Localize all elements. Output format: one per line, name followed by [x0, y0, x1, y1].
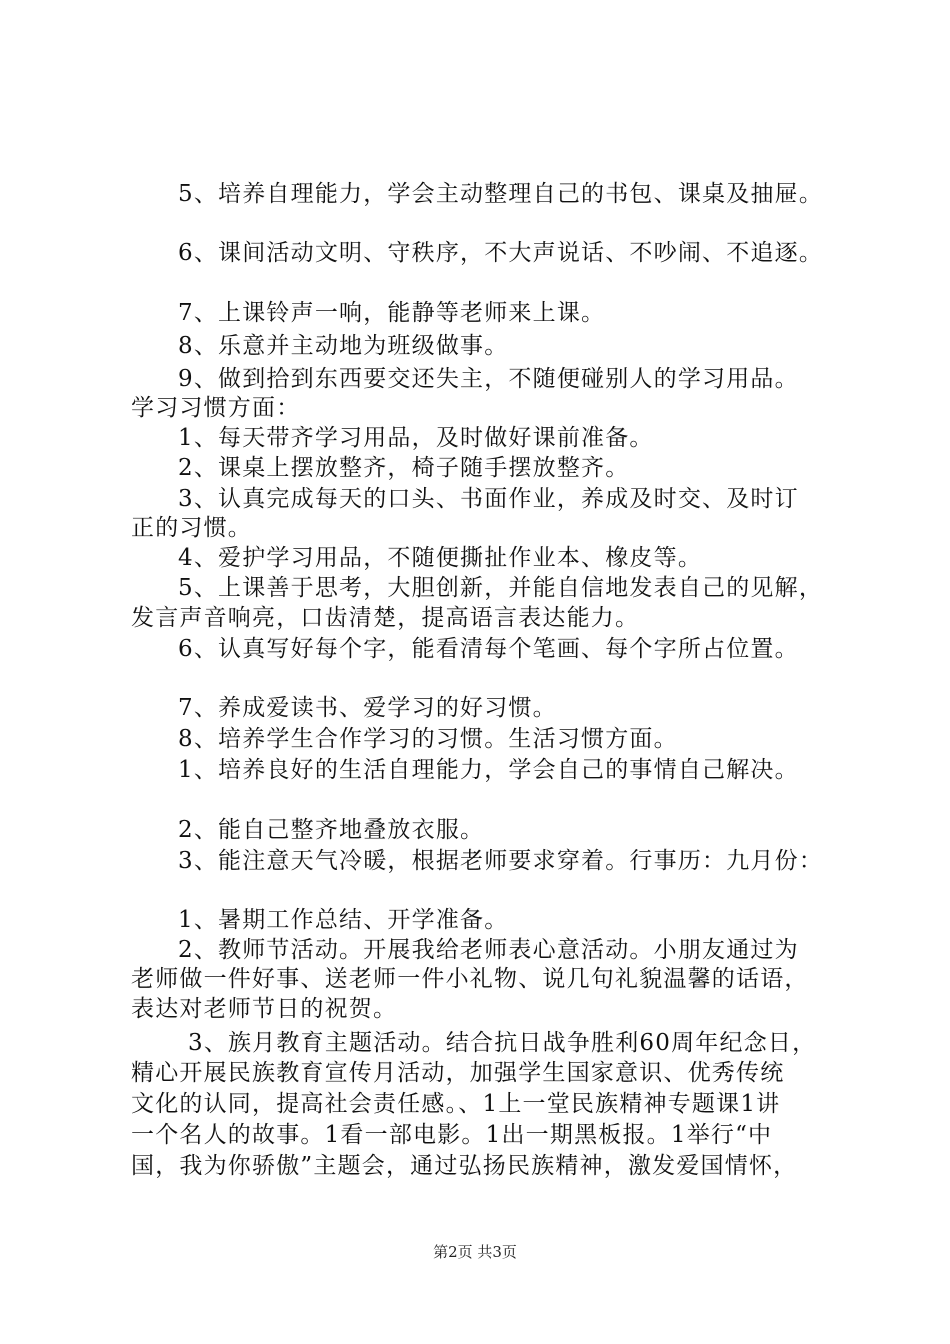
text-line: 6、认真写好每个字，能看清每个笔画、每个字所占位置。 — [178, 636, 799, 662]
text-line: 1、培养良好的生活自理能力，学会自己的事情自己解决。 — [178, 757, 799, 783]
text-line: 7、上课铃声一响，能静等老师来上课。 — [178, 300, 606, 326]
text-line: 2、教师节活动。开展我给老师表心意活动。小朋友通过为 — [178, 937, 799, 963]
text-line: 3、能注意天气冷暖，根据老师要求穿着。行事历：九月份： — [178, 848, 824, 874]
text-line: 国，我为你骄傲”主题会，通过弘扬民族精神，激发爱国情怀， — [131, 1153, 798, 1179]
text-line: 5、上课善于思考，大胆创新，并能自信地发表自己的见解， — [178, 575, 824, 601]
text-line: 3、族月教育主题活动。结合抗日战争胜利60周年纪念日， — [188, 1030, 817, 1056]
text-line: 3、认真完成每天的口头、书面作业，养成及时交、及时订 — [178, 486, 799, 512]
text-line: 文化的认同，提高社会责任感。、1上一堂民族精神专题课1讲 — [131, 1091, 781, 1117]
text-line: 2、课桌上摆放整齐，椅子随手摆放整齐。 — [178, 455, 630, 481]
text-line: 8、乐意并主动地为班级做事。 — [178, 333, 509, 359]
text-line: 1、每天带齐学习用品，及时做好课前准备。 — [178, 425, 654, 451]
text-line: 8、培养学生合作学习的习惯。生活习惯方面。 — [178, 726, 678, 752]
section-heading: 学习习惯方面： — [131, 395, 301, 421]
text-line: 7、养成爱读书、爱学习的好习惯。 — [178, 695, 557, 721]
text-line: 老师做一件好事、送老师一件小礼物、说几句礼貌温馨的话语， — [131, 966, 809, 992]
text-line: 2、能自己整齐地叠放衣服。 — [178, 817, 485, 843]
text-line: 9、做到拾到东西要交还失主，不随便碰别人的学习用品。 — [178, 366, 799, 392]
text-line: 4、爱护学习用品，不随便撕扯作业本、橡皮等。 — [178, 545, 703, 571]
text-line: 精心开展民族教育宣传月活动，加强学生国家意识、优秀传统 — [131, 1060, 785, 1086]
text-line: 5、培养自理能力，学会主动整理自己的书包、课桌及抽屉。 — [178, 181, 824, 207]
text-line: 表达对老师节日的祝贺。 — [131, 996, 398, 1022]
text-line: 1、暑期工作总结、开学准备。 — [178, 907, 509, 933]
text-line: 正的习惯。 — [131, 515, 252, 541]
page-footer: 第2页 共3页 — [433, 1243, 517, 1261]
text-line: 发言声音响亮，口齿清楚，提高语言表达能力。 — [131, 605, 640, 631]
text-line: 一个名人的故事。1看一部电影。1出一期黑板报。1举行“中 — [131, 1122, 773, 1148]
text-line: 6、课间活动文明、守秩序，不大声说话、不吵闹、不追逐。 — [178, 240, 824, 266]
